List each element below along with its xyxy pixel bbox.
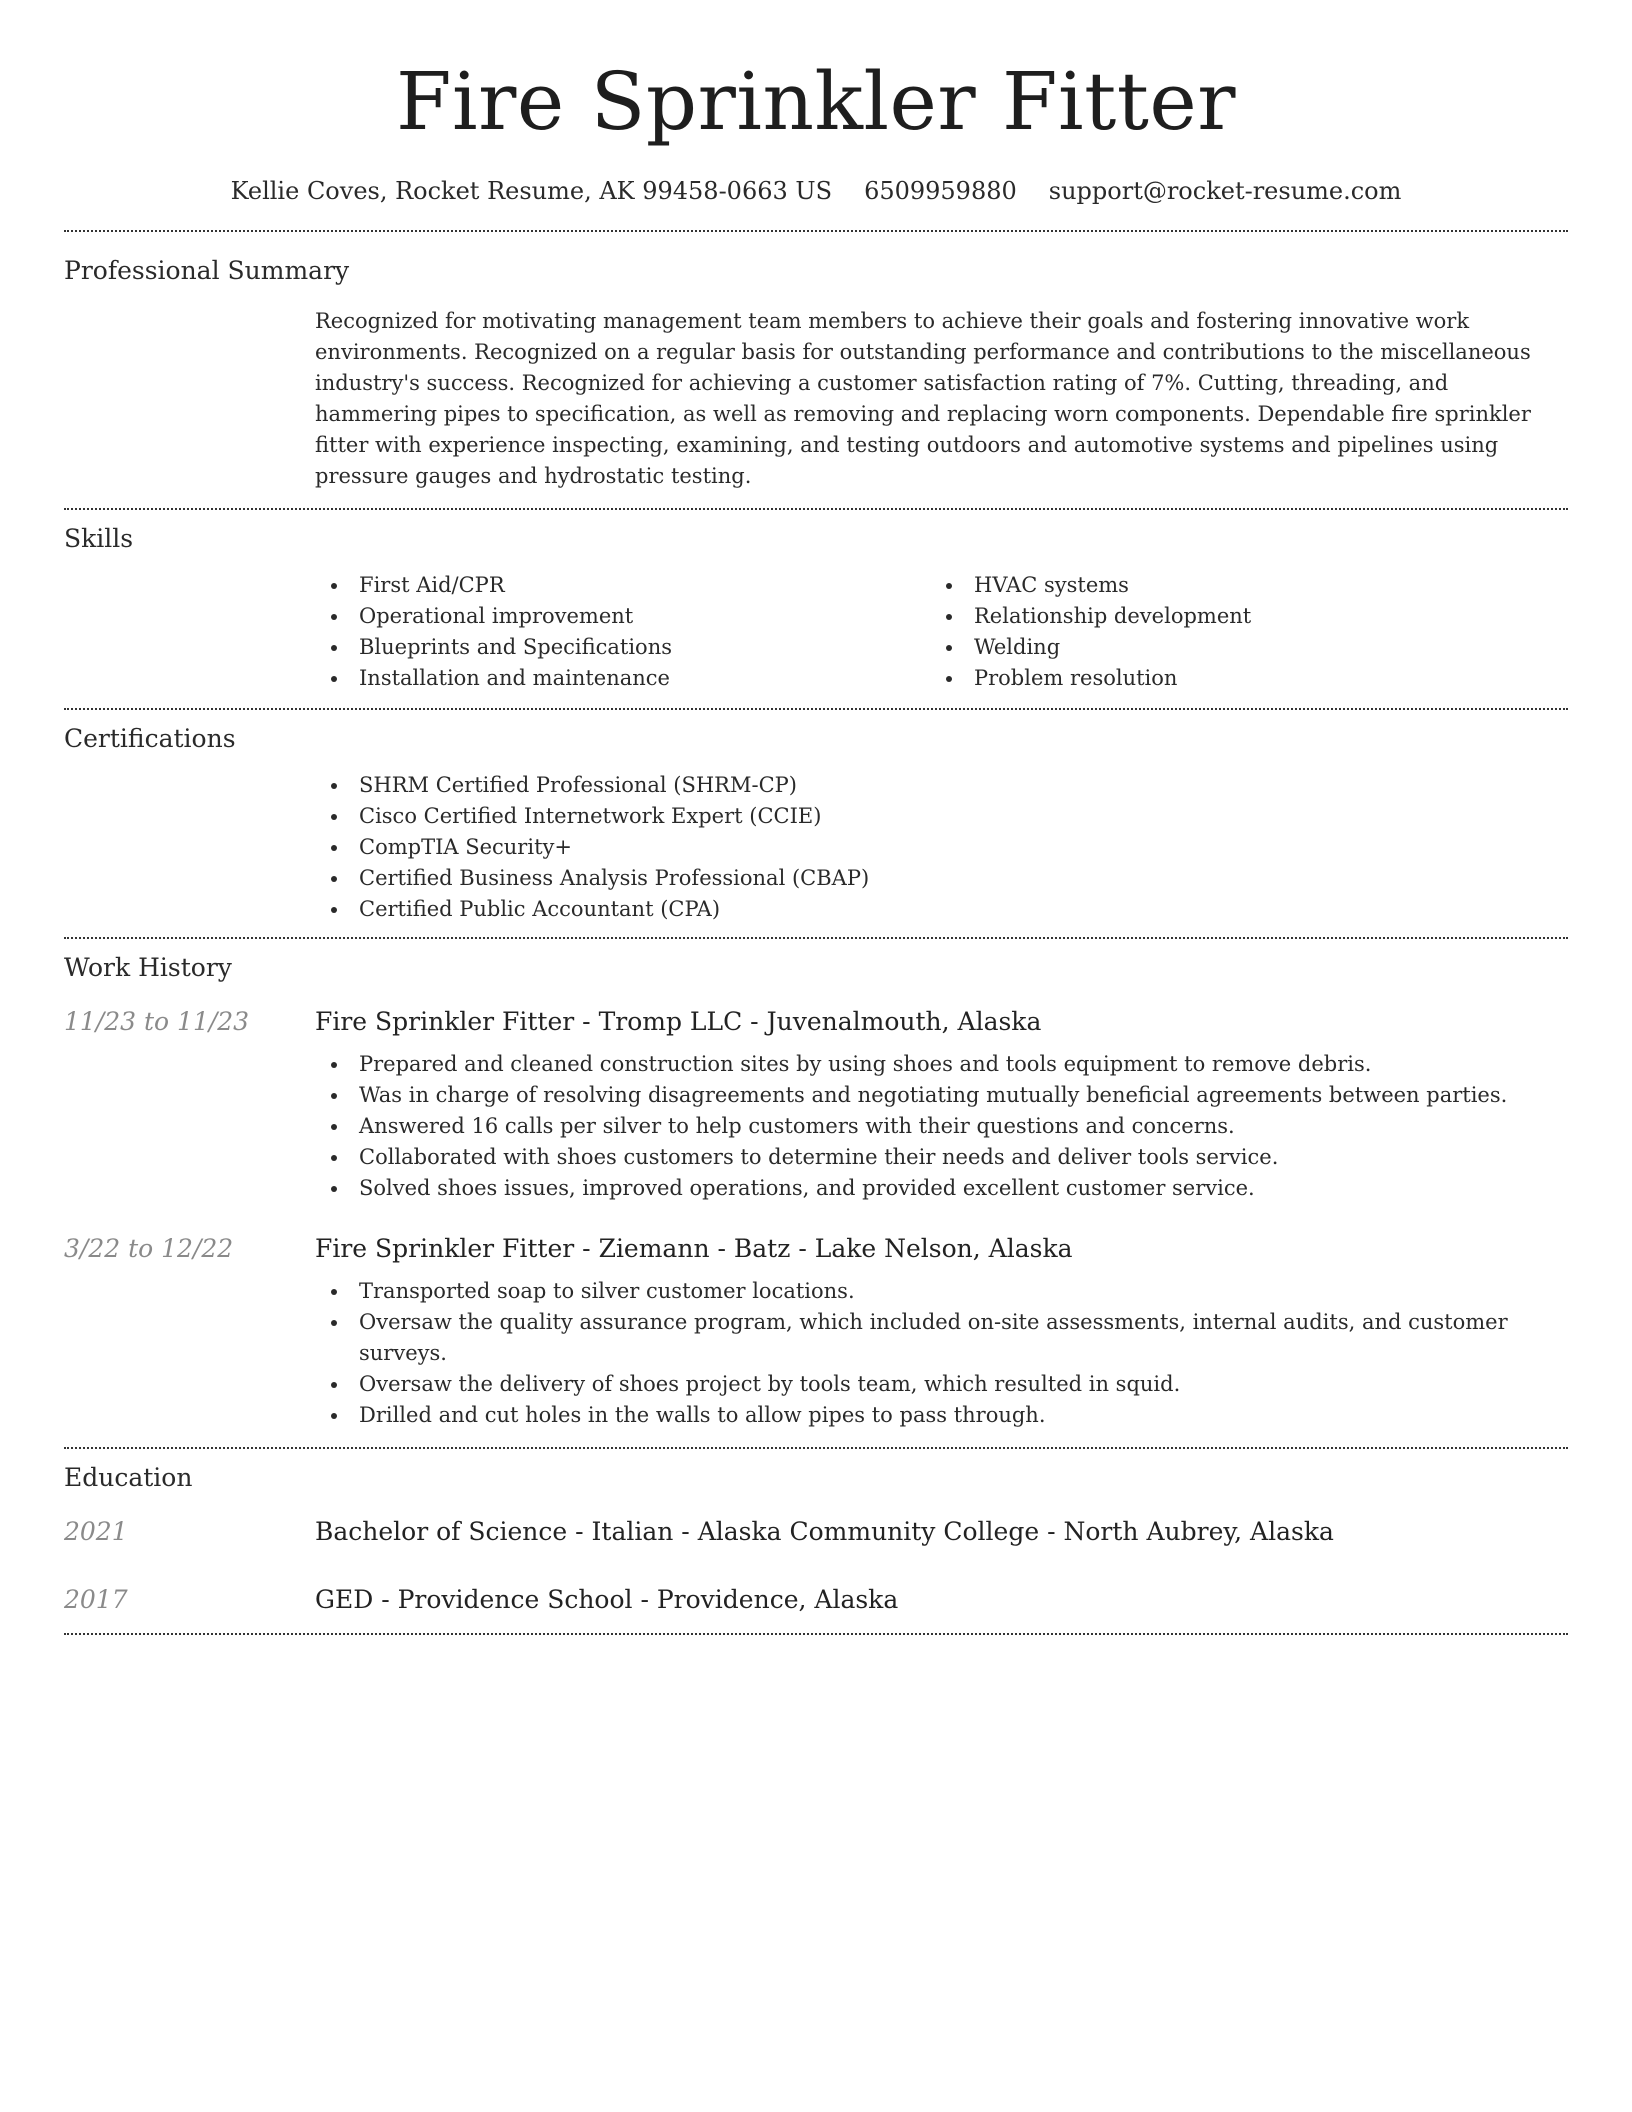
list-item: Certified Public Accountant (CPA) — [315, 894, 1568, 925]
list-item: Cisco Certified Internetwork Expert (CCIE) — [315, 801, 1568, 832]
resume-name: Fire Sprinkler Fitter — [395, 55, 1237, 148]
job-body — [315, 1005, 1568, 1204]
job-date: 11/23 to 11/23 — [64, 1007, 250, 1036]
list-item: Oversaw the quality assurance program, which included on-site assessments, internal audits, and customer surveys. — [315, 1307, 1568, 1369]
education-date: 2017 — [64, 1585, 128, 1614]
education-date: 2021 — [64, 1517, 128, 1546]
skills-list-right — [930, 570, 1545, 694]
list-item: Solved shoes issues, improved operations, and provided excellent customer service. — [315, 1173, 1568, 1204]
summary-text: Recognized for motivating management team members to achieve their goals and fostering innovative work environments. Recognized on a regular basis for outstanding performance and contributions to the miscellaneous industry's success. Recognized for achieving a customer satisfaction rating of 7%. Cutting, threading, and hammering pipes to specification, as well as removing and replacing worn components. Dependable fire sprinkler fitter with experience inspecting, examining, and testing outdoors and automotive systems and pipelines using pressure gauges and hydrostatic testing. — [315, 309, 1531, 488]
education-title: Education — [64, 1463, 193, 1492]
list-item: HVAC systems — [930, 570, 1545, 601]
education-entry — [64, 1515, 1568, 1549]
list-item: Installation and maintenance — [315, 663, 930, 694]
certifications-list — [315, 770, 1568, 937]
list-item: Blueprints and Specifications — [315, 632, 930, 663]
summary-title: Professional Summary — [64, 256, 350, 285]
list-item: Operational improvement — [315, 601, 930, 632]
list-item: First Aid/CPR — [315, 570, 930, 601]
section-divider — [64, 1633, 1568, 1635]
education-text: GED - Providence School - Providence, Alaska — [315, 1585, 899, 1614]
job-bullets — [315, 1049, 1568, 1204]
list-item: Answered 16 calls per silver to help customers with their questions and concerns. — [315, 1111, 1568, 1142]
education-text: Bachelor of Science - Italian - Alaska Community College - North Aubrey, Alaska — [315, 1517, 1334, 1546]
job-date: 3/22 to 12/22 — [64, 1234, 234, 1263]
certifications-title: Certifications — [64, 724, 236, 753]
job-body — [315, 1232, 1568, 1431]
job-entry — [64, 1005, 1568, 1204]
list-item: Collaborated with shoes customers to determine their needs and deliver tools service. — [315, 1142, 1568, 1173]
education-section — [64, 1449, 1568, 1633]
list-item: Oversaw the delivery of shoes project by tools team, which resulted in squid. — [315, 1369, 1568, 1400]
contact-email: support@rocket-resume.com — [1048, 177, 1402, 205]
list-item: Drilled and cut holes in the walls to allow pipes to pass through. — [315, 1400, 1568, 1431]
skills-columns — [315, 570, 1568, 708]
job-entry — [64, 1232, 1568, 1431]
contact-phone: 6509959880 — [864, 177, 1017, 205]
list-item: Certified Business Analysis Professional (CBAP) — [315, 863, 1568, 894]
skills-list-left — [315, 570, 930, 694]
contact-line — [64, 174, 1568, 208]
contact-address: Kellie Coves, Rocket Resume, AK 99458-0663 US — [230, 177, 833, 205]
education-entry — [64, 1583, 1568, 1617]
work-history-section — [64, 939, 1568, 1447]
list-item: Was in charge of resolving disagreements and negotiating mutually beneficial agreements between parties. — [315, 1080, 1568, 1111]
list-item: SHRM Certified Professional (SHRM-CP) — [315, 770, 1568, 801]
work-history-title: Work History — [64, 953, 232, 982]
list-item: Welding — [930, 632, 1545, 663]
job-title: Fire Sprinkler Fitter - Ziemann - Batz - Lake Nelson, Alaska — [315, 1234, 1073, 1263]
job-bullets — [315, 1276, 1568, 1431]
list-item: Relationship development — [930, 601, 1545, 632]
list-item: Problem resolution — [930, 663, 1545, 694]
skills-section — [64, 510, 1568, 708]
list-item: Transported soap to silver customer locations. — [315, 1276, 1568, 1307]
list-item: CompTIA Security+ — [315, 832, 1568, 863]
job-title: Fire Sprinkler Fitter - Tromp LLC - Juvenalmouth, Alaska — [315, 1007, 1042, 1036]
summary-section — [64, 232, 1568, 508]
certifications-section — [64, 710, 1568, 937]
list-item: Prepared and cleaned construction sites by using shoes and tools equipment to remove debris. — [315, 1049, 1568, 1080]
skills-title: Skills — [64, 524, 134, 553]
